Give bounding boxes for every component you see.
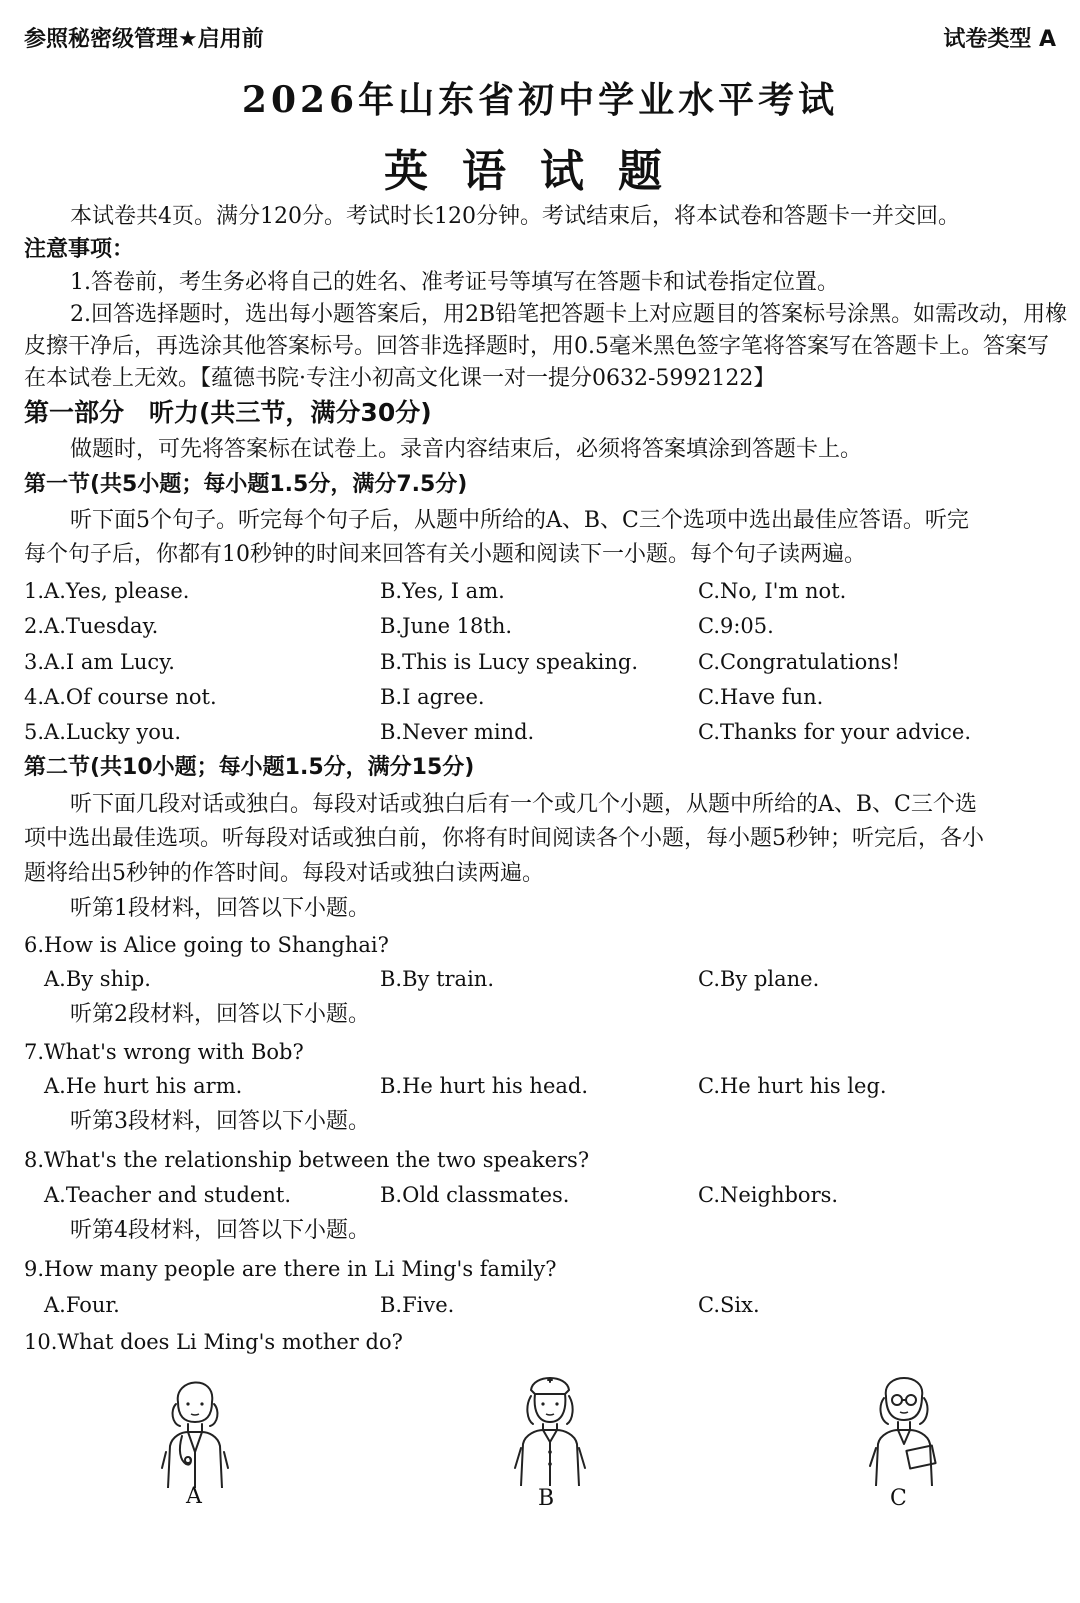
question-6-text: 6.How is Alice going to Shanghai?: [24, 933, 389, 957]
question-10-text: 10.What does Li Ming's mother do?: [24, 1330, 403, 1354]
material-2-intro: 听第2段材料，回答以下小题。: [70, 1002, 370, 1027]
question-5-option-c: C.Thanks for your advice.: [698, 720, 972, 744]
part1-heading: 第一部分 听力(共三节，满分30分): [24, 398, 432, 427]
section1-heading: 第一节(共5小题；每小题1.5分，满分7.5分): [24, 472, 468, 497]
intro-text: 本试卷共4页。满分120分。考试时长120分钟。考试结束后，将本试卷和答题卡一并交回。: [70, 204, 960, 229]
subject-title: 英语试题: [384, 146, 696, 197]
question-7-option-b: B.He hurt his head.: [380, 1074, 589, 1098]
question-7-option-a: A.He hurt his arm.: [44, 1074, 243, 1098]
notes-item-1: 1.答卷前，考生务必将自己的姓名、准考证号等填写在答题卡和试卷指定位置。: [70, 270, 839, 295]
question-9-option-c: C.Six.: [698, 1293, 760, 1317]
paper-type-label: 试卷类型 A: [943, 27, 1056, 52]
section2-instruction-line-1: 听下面几段对话或独白。每段对话或独白后有一个或几个小题，从题中所给的A、B、C三个选: [70, 792, 977, 817]
question-7-text: 7.What's wrong with Bob?: [24, 1040, 304, 1064]
question-4-option-b: B.I agree.: [380, 685, 485, 709]
material-4-intro: 听第4段材料，回答以下小题。: [70, 1218, 370, 1243]
figure-label-c: C: [890, 1486, 907, 1511]
question-3-option-c: C.Congratulations!: [698, 650, 900, 674]
question-4-option-a: 4.A.Of course not.: [24, 685, 217, 709]
figure-label-b: B: [538, 1486, 555, 1511]
figure-label-a: A: [186, 1484, 202, 1509]
question-6-option-c: C.By plane.: [698, 967, 820, 991]
section2-instruction-line-2: 项中选出最佳选项。听每段对话或独白前，你将有时间阅读各个小题，每小题5秒钟；听完后，各小: [24, 826, 985, 851]
material-3-intro: 听第3段材料，回答以下小题。: [70, 1109, 370, 1134]
notes-item-2-line-2: 皮擦干净后，再选涂其他答案标号。回答非选择题时，用0.5毫米黑色签字笔将答案写在答题卡上。答案写: [24, 334, 1049, 359]
question-2-option-a: 2.A.Tuesday.: [24, 614, 159, 638]
question-5-option-a: 5.A.Lucky you.: [24, 720, 182, 744]
question-1-option-c: C.No, I'm not.: [698, 579, 847, 603]
question-6-option-b: B.By train.: [380, 967, 494, 991]
question-9-text: 9.How many people are there in Li Ming's family?: [24, 1257, 557, 1281]
notes-heading: 注意事项：: [24, 237, 135, 262]
part1-instruction: 做题时，可先将答案标在试卷上。录音内容结束后，必须将答案填涂到答题卡上。: [70, 437, 863, 462]
confidentiality-label: 参照秘密级管理★启用前: [24, 27, 264, 52]
question-1-option-b: B.Yes, I am.: [380, 579, 505, 603]
question-5-option-b: B.Never mind.: [380, 720, 535, 744]
question-8-option-c: C.Neighbors.: [698, 1183, 839, 1207]
question-2-option-b: B.June 18th.: [380, 614, 513, 638]
notes-item-2-line-3: 在本试卷上无效。【蕴德书院·专注小初高文化课一对一提分0632-5992122】: [24, 366, 776, 391]
teacher-illustration: [858, 1366, 950, 1486]
nurse-illustration: [505, 1368, 595, 1486]
question-9-option-a: A.Four.: [44, 1293, 120, 1317]
exam-title: 2026年山东省初中学业水平考试: [241, 79, 839, 121]
question-3-option-a: 3.A.I am Lucy.: [24, 650, 175, 674]
question-1-option-a: 1.A.Yes, please.: [24, 579, 190, 603]
notes-item-2-line-1: 2.回答选择题时，选出每小题答案后，用2B铅笔把答题卡上对应题目的答案标号涂黑。如需改动，用橡: [70, 302, 1068, 327]
question-6-option-a: A.By ship.: [44, 967, 151, 991]
section2-heading: 第二节(共10小题；每小题1.5分，满分15分): [24, 755, 475, 780]
doctor-illustration: [150, 1368, 240, 1488]
section2-instruction-line-3: 题将给出5秒钟的作答时间。每段对话或独白读两遍。: [24, 861, 544, 886]
question-3-option-b: B.This is Lucy speaking.: [380, 650, 638, 674]
question-7-option-c: C.He hurt his leg.: [698, 1074, 887, 1098]
question-8-option-a: A.Teacher and student.: [44, 1183, 292, 1207]
material-1-intro: 听第1段材料，回答以下小题。: [70, 896, 370, 921]
section1-instruction-line-1: 听下面5个句子。听完每个句子后，从题中所给的A、B、C三个选项中选出最佳应答语。听完: [70, 508, 969, 533]
section1-instruction-line-2: 每个句子后，你都有10秒钟的时间来回答有关小题和阅读下一小题。每个句子读两遍。: [24, 542, 866, 567]
question-4-option-c: C.Have fun.: [698, 685, 824, 709]
question-2-option-c: C.9:05.: [698, 614, 774, 638]
question-8-option-b: B.Old classmates.: [380, 1183, 570, 1207]
header-bar: [24, 22, 1056, 58]
question-9-option-b: B.Five.: [380, 1293, 455, 1317]
question-8-text: 8.What's the relationship between the two speakers?: [24, 1148, 590, 1172]
